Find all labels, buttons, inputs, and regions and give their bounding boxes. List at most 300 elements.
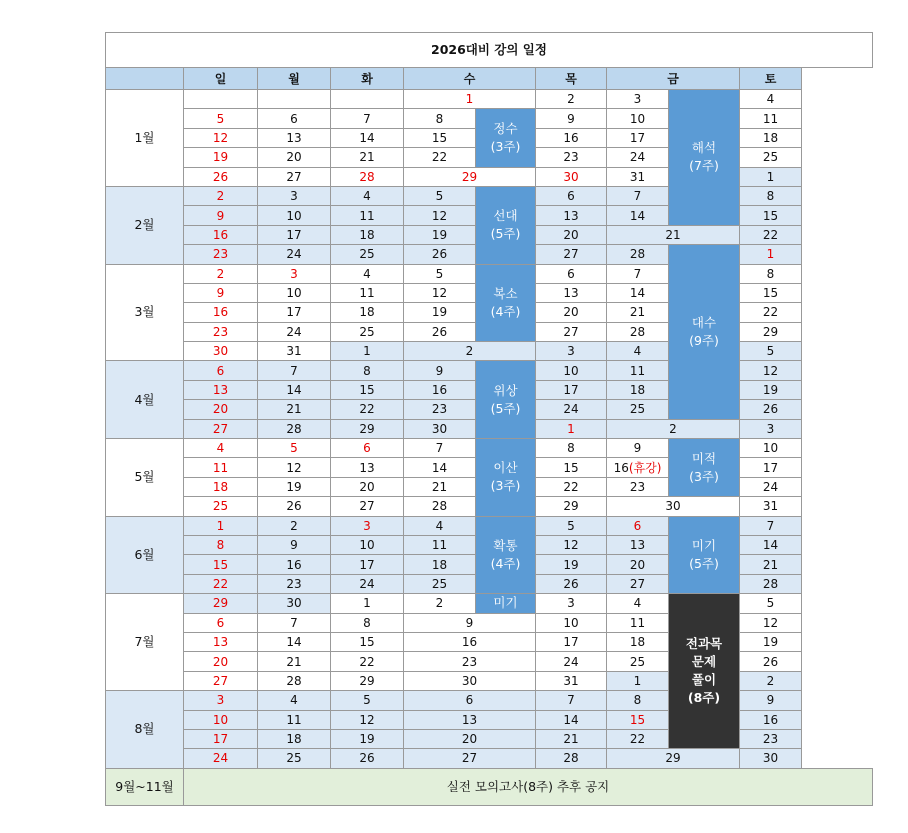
day-number: 17 [359, 557, 375, 572]
day-cell [740, 380, 802, 399]
day-cell [331, 439, 404, 458]
day-number: 24 [286, 324, 302, 339]
subject-label: 대수 [691, 314, 717, 330]
day-number: 12 [762, 363, 779, 378]
day-cell [740, 342, 802, 361]
day-number: 23 [563, 150, 579, 165]
week-row [106, 691, 873, 710]
day-cell [740, 109, 802, 128]
day-number: 16 [286, 557, 302, 572]
day-cell [740, 283, 802, 302]
day-cell [536, 400, 607, 419]
day-cell [536, 128, 607, 147]
day-cell [258, 361, 331, 380]
day-cell [258, 90, 331, 109]
subject-block [669, 594, 740, 749]
day-cell [331, 380, 404, 399]
day-cell [258, 167, 331, 186]
day-number: 8 [363, 615, 371, 630]
day-cell [536, 710, 607, 729]
day-cell [740, 264, 802, 283]
day-cell [184, 749, 258, 768]
day-cell [404, 322, 476, 341]
day-number: 20 [563, 305, 579, 320]
day-cell [184, 342, 258, 361]
schedule-title: 2026대비 강의 일정 [106, 33, 873, 68]
day-number: 8 [435, 111, 444, 126]
day-cell [740, 516, 802, 535]
day-number: 14 [629, 208, 646, 223]
day-number: 9 [216, 208, 225, 223]
day-cell [607, 380, 669, 399]
week-row [106, 632, 873, 651]
day-number: 26 [431, 247, 448, 262]
day-number: 19 [762, 635, 779, 650]
day-number: 13 [563, 286, 579, 301]
day-cell [607, 283, 669, 302]
month-label: 2월 [106, 186, 184, 264]
day-number: 4 [363, 189, 371, 204]
day-cell [404, 380, 476, 399]
day-cell [331, 419, 404, 438]
day-number: 9 [435, 363, 444, 378]
day-cell [740, 710, 802, 729]
day-number: 1 [633, 673, 642, 688]
day-cell [184, 516, 258, 535]
day-cell [740, 613, 802, 632]
day-cell [536, 594, 607, 613]
day-number: 28 [286, 421, 302, 436]
day-number: 23 [212, 324, 229, 339]
day-number: 25 [629, 654, 646, 669]
day-cell [536, 148, 607, 167]
day-number: 12 [762, 615, 779, 630]
day-cell [184, 225, 258, 244]
day-cell [607, 245, 669, 264]
subject-block [476, 109, 536, 167]
day-cell [184, 671, 258, 690]
day-cell [536, 477, 607, 496]
day-cell [184, 380, 258, 399]
day-cell [404, 497, 476, 516]
day-number: 22 [762, 227, 779, 242]
day-cell [258, 283, 331, 302]
day-cell [404, 477, 476, 496]
day-cell [258, 400, 331, 419]
day-cell [607, 303, 669, 322]
footer-label: 9월~11월 [106, 768, 184, 805]
day-number: 5 [435, 266, 444, 281]
week-row [106, 186, 873, 205]
day-cell [258, 729, 331, 748]
week-row [106, 109, 873, 128]
day-number: 17 [762, 460, 779, 475]
day-number: 8 [766, 266, 775, 281]
day-number: 25 [762, 150, 779, 165]
day-number: 12 [431, 208, 448, 223]
day-cell [536, 516, 607, 535]
day-number: 8 [567, 441, 575, 456]
day-cell [404, 555, 476, 574]
day-cell [258, 458, 331, 477]
day-cell [331, 497, 404, 516]
day-cell [184, 458, 258, 477]
day-cell [740, 206, 802, 225]
day-number: 15 [563, 460, 579, 475]
day-cell [607, 458, 669, 477]
weekday-header: 일 [184, 68, 258, 90]
day-cell [404, 303, 476, 322]
day-cell [404, 342, 536, 361]
day-cell [404, 186, 476, 205]
day-number: 2 [766, 673, 775, 688]
day-number: 2 [290, 518, 298, 533]
day-cell [258, 535, 331, 554]
week-row [106, 671, 873, 690]
day-cell [607, 555, 669, 574]
day-cell [536, 555, 607, 574]
holiday-note: (휴강) [628, 460, 662, 475]
day-cell [331, 167, 404, 186]
day-number: 6 [465, 693, 474, 708]
subject-label: (7주) [689, 158, 719, 174]
day-number: 16 [461, 635, 478, 650]
day-cell [258, 245, 331, 264]
day-number: 14 [286, 383, 302, 398]
day-number: 11 [359, 208, 375, 223]
day-cell [607, 516, 669, 535]
day-number: 13 [286, 130, 302, 145]
day-number: 7 [290, 615, 298, 630]
day-cell [740, 361, 802, 380]
day-cell [331, 400, 404, 419]
day-cell [740, 632, 802, 651]
day-cell [740, 691, 802, 710]
subject-label: (3주) [490, 478, 521, 494]
day-cell [184, 691, 258, 710]
day-number: 31 [563, 673, 579, 688]
day-cell [607, 361, 669, 380]
day-cell [404, 516, 476, 535]
day-number: 1 [766, 169, 775, 184]
day-cell [331, 652, 404, 671]
day-number: 20 [563, 227, 579, 242]
day-number: 3 [567, 344, 575, 359]
day-number: 16 [762, 712, 779, 727]
subject-label: (9주) [689, 332, 719, 348]
day-number: 9 [567, 111, 575, 126]
day-cell [740, 555, 802, 574]
day-cell [404, 439, 476, 458]
day-number: 25 [359, 324, 375, 339]
day-cell [740, 477, 802, 496]
day-cell [331, 516, 404, 535]
day-cell [331, 128, 404, 147]
day-cell [184, 361, 258, 380]
day-cell [331, 477, 404, 496]
day-number: 22 [359, 402, 375, 417]
day-cell [184, 186, 258, 205]
day-cell [184, 90, 258, 109]
day-cell [404, 361, 476, 380]
day-number: 17 [286, 227, 302, 242]
day-cell [184, 167, 258, 186]
day-cell [607, 632, 669, 651]
day-number: 14 [563, 712, 579, 727]
day-cell [740, 400, 802, 419]
week-row [106, 594, 873, 613]
day-cell [404, 400, 476, 419]
day-number: 31 [286, 344, 302, 359]
day-number: 20 [461, 732, 478, 747]
day-number: 1 [216, 518, 225, 533]
day-cell [536, 322, 607, 341]
day-number: 6 [567, 189, 575, 204]
day-cell [258, 380, 331, 399]
day-cell [740, 439, 802, 458]
day-cell [536, 574, 607, 593]
day-cell [404, 148, 476, 167]
day-cell [258, 594, 331, 613]
day-number: 18 [359, 305, 375, 320]
week-row [106, 710, 873, 729]
day-cell [258, 439, 331, 458]
day-number: 3 [216, 693, 225, 708]
day-cell [536, 303, 607, 322]
day-cell [331, 283, 404, 302]
day-number: 14 [359, 130, 375, 145]
month-label: 1월 [106, 90, 184, 187]
day-number: 21 [563, 732, 579, 747]
day-cell [607, 729, 669, 748]
day-number: 6 [290, 111, 298, 126]
day-cell [258, 652, 331, 671]
day-cell [404, 535, 476, 554]
week-row [106, 264, 873, 283]
day-cell [607, 691, 669, 710]
day-number: 24 [359, 576, 375, 591]
day-number: 27 [286, 169, 302, 184]
day-cell [258, 516, 331, 535]
day-number: 1 [567, 421, 575, 436]
day-number: 2 [216, 266, 225, 281]
day-number: 16 [613, 460, 629, 475]
day-cell [258, 148, 331, 167]
day-cell [536, 283, 607, 302]
day-number: 17 [286, 305, 302, 320]
day-cell [536, 729, 607, 748]
day-number: 17 [563, 383, 579, 398]
day-number: 18 [359, 227, 375, 242]
day-number: 5 [435, 189, 444, 204]
week-row [106, 613, 873, 632]
day-cell [536, 109, 607, 128]
day-cell [331, 574, 404, 593]
day-cell [258, 206, 331, 225]
day-cell [740, 128, 802, 147]
day-cell [184, 419, 258, 438]
day-cell [607, 128, 669, 147]
day-cell [607, 594, 669, 613]
day-cell [331, 710, 404, 729]
day-number: 5 [290, 441, 298, 456]
day-cell [536, 691, 607, 710]
day-cell [536, 167, 607, 186]
day-cell [184, 264, 258, 283]
subject-label: (4주) [490, 303, 521, 319]
day-number: 28 [563, 751, 579, 766]
day-number: 30 [212, 344, 229, 359]
day-number: 8 [363, 363, 371, 378]
day-cell [258, 109, 331, 128]
day-number: 19 [431, 305, 448, 320]
day-number: 18 [762, 130, 779, 145]
day-cell [184, 555, 258, 574]
day-cell [740, 749, 802, 768]
day-number: 29 [359, 421, 375, 436]
day-number: 30 [563, 169, 579, 184]
day-number: 10 [563, 615, 579, 630]
week-row [106, 342, 873, 361]
day-number: 28 [629, 324, 646, 339]
day-cell [184, 206, 258, 225]
day-cell [184, 109, 258, 128]
day-number: 17 [563, 635, 579, 650]
subject-label: 미기 [691, 537, 717, 553]
day-cell [607, 148, 669, 167]
day-number: 27 [461, 751, 478, 766]
day-cell [258, 303, 331, 322]
day-number: 21 [762, 557, 779, 572]
day-number: 6 [216, 615, 225, 630]
day-cell [607, 535, 669, 554]
day-cell [184, 245, 258, 264]
subject-block [476, 516, 536, 594]
day-number: 19 [212, 150, 229, 165]
day-cell [258, 749, 331, 768]
day-number: 29 [665, 751, 681, 766]
day-cell [740, 594, 802, 613]
day-cell [740, 186, 802, 205]
day-number: 11 [286, 712, 302, 727]
day-cell [184, 594, 258, 613]
day-cell [404, 167, 536, 186]
day-cell [184, 400, 258, 419]
week-row [106, 90, 873, 109]
day-cell [258, 671, 331, 690]
day-cell [404, 691, 536, 710]
day-number: 27 [563, 247, 579, 262]
day-number: 8 [633, 693, 642, 708]
day-number: 7 [435, 441, 444, 456]
day-number: 9 [633, 441, 642, 456]
day-number: 5 [363, 693, 371, 708]
day-number: 27 [563, 324, 579, 339]
day-number: 16 [212, 227, 229, 242]
day-cell [258, 477, 331, 496]
day-number: 28 [431, 499, 448, 514]
day-cell [258, 186, 331, 205]
weekday-header: 화 [331, 68, 404, 90]
day-cell [607, 477, 669, 496]
day-cell [404, 245, 476, 264]
day-cell [184, 574, 258, 593]
day-number: 4 [363, 266, 371, 281]
day-number: 4 [766, 92, 775, 107]
day-cell [740, 497, 802, 516]
day-cell [331, 342, 404, 361]
day-number: 12 [359, 712, 375, 727]
day-cell [258, 342, 331, 361]
day-number: 4 [633, 596, 642, 611]
header-corner [106, 68, 184, 90]
day-number: 28 [629, 247, 646, 262]
day-cell [331, 90, 404, 109]
day-cell [184, 148, 258, 167]
day-number: 9 [766, 693, 775, 708]
day-number: 2 [465, 344, 474, 359]
day-cell [404, 419, 476, 438]
month-label: 8월 [106, 691, 184, 769]
day-number: 5 [567, 518, 575, 533]
day-cell [404, 90, 536, 109]
day-number: 26 [431, 324, 448, 339]
day-cell [404, 206, 476, 225]
day-number: 13 [212, 383, 229, 398]
day-cell [536, 439, 607, 458]
day-number: 1 [766, 247, 775, 262]
day-cell [607, 167, 669, 186]
day-cell [331, 671, 404, 690]
day-number: 7 [633, 266, 642, 281]
day-cell [184, 128, 258, 147]
day-number: 7 [290, 363, 298, 378]
day-cell [331, 613, 404, 632]
day-number: 22 [431, 150, 448, 165]
day-number: 23 [212, 247, 229, 262]
day-number: 24 [629, 150, 646, 165]
subject-block [476, 264, 536, 342]
day-cell [740, 652, 802, 671]
day-number: 27 [629, 576, 646, 591]
subject-block [476, 186, 536, 264]
day-number: 3 [766, 421, 775, 436]
subject-block [669, 90, 740, 226]
day-number: 7 [567, 693, 575, 708]
day-number: 5 [766, 344, 775, 359]
day-number: 13 [359, 460, 375, 475]
day-number: 9 [290, 538, 298, 553]
day-number: 29 [461, 169, 478, 184]
subject-label: 풀이 [691, 672, 717, 688]
day-cell [536, 380, 607, 399]
weekday-header: 토 [740, 68, 802, 90]
day-cell [536, 186, 607, 205]
day-cell [404, 671, 536, 690]
day-number: 28 [762, 576, 779, 591]
day-cell [607, 671, 669, 690]
day-cell [607, 264, 669, 283]
day-number: 12 [286, 460, 302, 475]
day-number: 31 [762, 499, 779, 514]
day-number: 24 [762, 480, 779, 494]
day-cell [536, 206, 607, 225]
day-number: 14 [762, 538, 779, 553]
day-number: 17 [212, 732, 229, 747]
day-number: 18 [212, 480, 229, 494]
subject-block [476, 594, 536, 613]
day-number: 25 [212, 499, 229, 514]
